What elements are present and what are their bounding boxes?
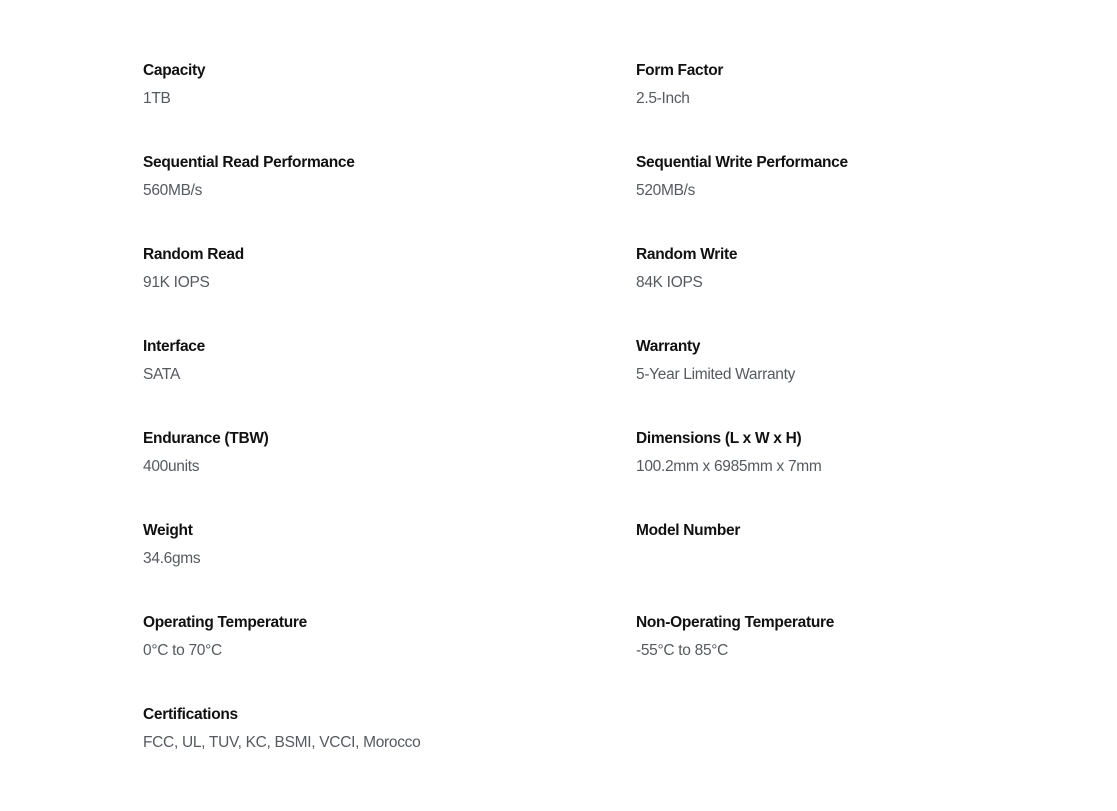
- spec-random-write: [636, 240, 1043, 332]
- spec-model-number: [636, 516, 1043, 608]
- spec-label: Endurance (TBW): [143, 430, 269, 447]
- spec-capacity: [143, 56, 636, 148]
- spec-label: Operating Temperature: [143, 614, 307, 631]
- spec-label: Sequential Write Performance: [636, 154, 848, 171]
- spec-label: Model Number: [636, 522, 741, 539]
- spec-form-factor: [636, 56, 1043, 148]
- spec-certifications: [143, 700, 636, 792]
- spec-warranty: [636, 332, 1043, 424]
- spec-dimensions: [636, 424, 1043, 516]
- spec-value: 1TB: [143, 90, 171, 107]
- spec-label: Dimensions (L x W x H): [636, 430, 802, 447]
- spec-value: SATA: [143, 366, 180, 383]
- spec-label: Warranty: [636, 338, 701, 355]
- spec-label: Certifications: [143, 706, 238, 723]
- spec-operating-temperature: [143, 608, 636, 700]
- spec-label: Random Read: [143, 246, 244, 263]
- spec-value: 520MB/s: [636, 182, 696, 199]
- spec-random-read: [143, 240, 636, 332]
- spec-value: 100.2mm x 6985mm x 7mm: [636, 458, 822, 475]
- spec-interface: [143, 332, 636, 424]
- spec-weight: [143, 516, 636, 608]
- spec-non-operating-temperature: [636, 608, 1043, 700]
- spec-value: -55°C to 85°C: [636, 642, 729, 659]
- spec-label: Random Write: [636, 246, 738, 263]
- spec-value: 2.5-Inch: [636, 90, 690, 107]
- spec-label: Interface: [143, 338, 205, 355]
- spec-label: Non-Operating Temperature: [636, 614, 835, 631]
- spec-endurance: [143, 424, 636, 516]
- spec-value: 0°C to 70°C: [143, 642, 222, 659]
- spec-value: 5-Year Limited Warranty: [636, 366, 796, 383]
- spec-value: FCC, UL, TUV, KC, BSMI, VCCI, Morocco: [143, 734, 421, 751]
- spec-value: 84K IOPS: [636, 274, 703, 291]
- spec-label: Capacity: [143, 62, 206, 79]
- spec-value: 560MB/s: [143, 182, 203, 199]
- specifications-grid: [143, 56, 1043, 792]
- spec-value: 91K IOPS: [143, 274, 210, 291]
- spec-value: 400units: [143, 458, 200, 475]
- spec-label: Weight: [143, 522, 193, 539]
- spec-sequential-read: [143, 148, 636, 240]
- spec-value: 34.6gms: [143, 550, 201, 567]
- spec-label: Form Factor: [636, 62, 724, 79]
- spec-sequential-write: [636, 148, 1043, 240]
- spec-label: Sequential Read Performance: [143, 154, 355, 171]
